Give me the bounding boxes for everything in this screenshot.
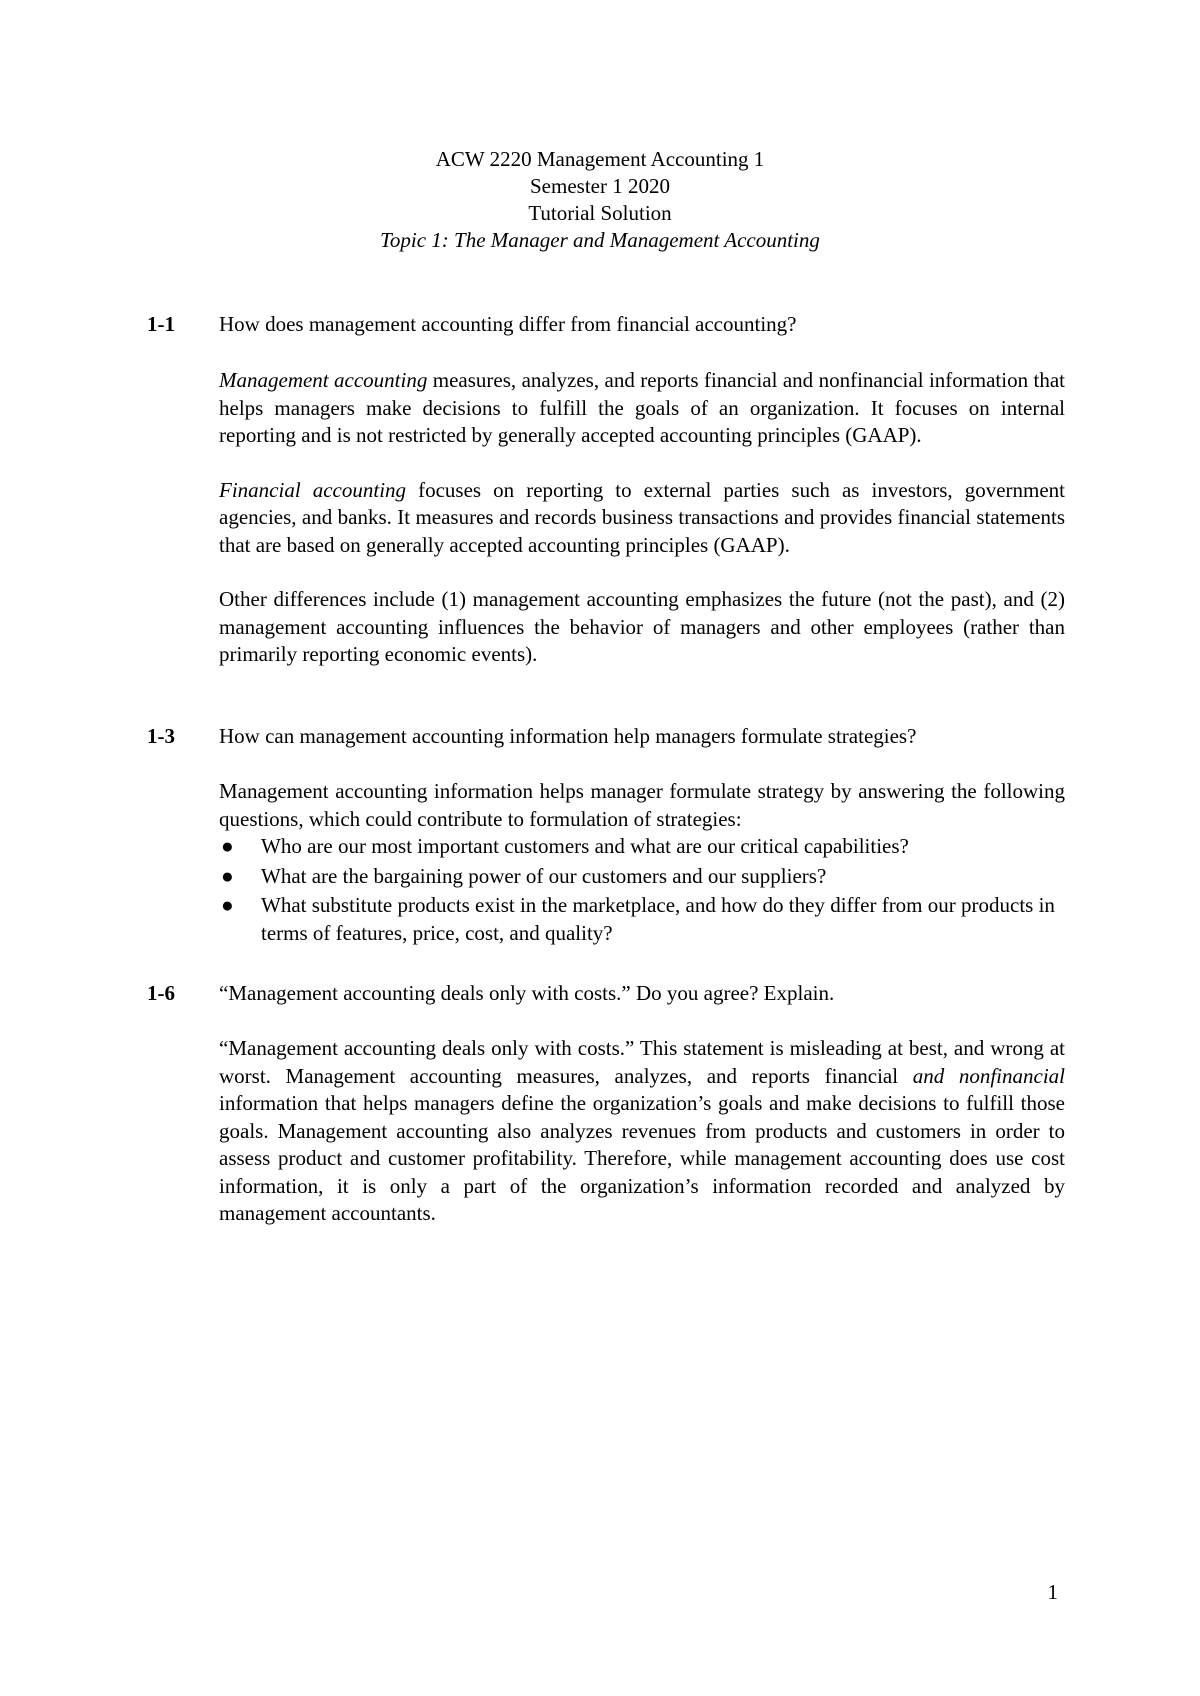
emphasis-nonfinancial: and nonfinancial bbox=[912, 1063, 1065, 1088]
question-1-3 bbox=[147, 723, 1067, 750]
question-number: 1-1 bbox=[147, 312, 175, 336]
question-number: 1-6 bbox=[147, 981, 175, 1005]
bullet-list bbox=[219, 833, 1065, 947]
question-number: 1-3 bbox=[147, 724, 175, 748]
answer-intro: Management accounting information helps manager formulate strategy by answering the following questions, which could contribute to formulation of strategies: bbox=[219, 779, 1065, 831]
answer-1-3 bbox=[219, 778, 1065, 949]
answer-paragraph: “Management accounting deals only with costs.” This statement is misleading at best, and wrong at worst. Management accounting measures, analyzes, and reports financial and nonfinancial information that helps managers define the organization’s goals and make decisions to fulfill those goals. Management accounting also analyzes revenues from products and customers in order to assess product and customer profitability. Therefore, while management accounting does use cost information, it is only a part of the organization’s information recorded and analyzed by management accountants. bbox=[219, 1036, 1065, 1225]
list-item: ● What substitute products exist in the marketplace, and how do they differ from our products in terms of features, price, cost, and quality? bbox=[221, 893, 1055, 945]
answer-paragraph bbox=[219, 477, 1065, 560]
question-1-1 bbox=[147, 311, 1067, 338]
topic-title: Topic 1: The Manager and Management Accounting bbox=[380, 228, 820, 252]
semester-label: Semester 1 2020 bbox=[530, 174, 670, 198]
list-item: ● Who are our most important customers and what are our critical capabilities? bbox=[219, 833, 1065, 861]
question-text: How can management accounting information help managers formulate strategies? bbox=[219, 724, 917, 748]
paragraph-text: measures, analyzes, and reports financial and nonfinancial information that helps managers make decisions to fulfill the goals of an organization. It focuses on internal reporting and is not restricted by generally accepted accounting principles (GAAP). bbox=[219, 368, 1065, 447]
answer-1-1 bbox=[219, 367, 1065, 696]
list-item: ● What are the bargaining power of our customers and our suppliers? bbox=[219, 863, 1065, 891]
bullet-icon: ● bbox=[221, 834, 234, 858]
document-header bbox=[0, 146, 1200, 254]
paragraph-text: Other differences include (1) management accounting emphasizes the future (not the past), and (2) management accounting influences the behavior of managers and other employees (rather than primarily reporting economic events). bbox=[219, 587, 1065, 666]
bullet-icon: ● bbox=[221, 893, 234, 917]
page-number: 1 bbox=[1047, 1580, 1058, 1604]
answer-1-6 bbox=[219, 1035, 1065, 1255]
document-type: Tutorial Solution bbox=[528, 201, 672, 225]
bullet-icon: ● bbox=[221, 863, 234, 888]
question-1-6 bbox=[147, 980, 1067, 1007]
question-text: How does management accounting differ from financial accounting? bbox=[219, 312, 797, 336]
answer-paragraph bbox=[219, 367, 1065, 450]
paragraph-text: focuses on reporting to external parties such as investors, government agencies, and banks. It measures and records business transactions and provides financial statements that are based on generally accepted accounting principles (GAAP). bbox=[219, 477, 1066, 557]
course-title: ACW 2220 Management Accounting 1 bbox=[435, 147, 765, 171]
question-text: “Management accounting deals only with costs.” Do you agree? Explain. bbox=[219, 981, 835, 1005]
term-management-accounting: Management accounting bbox=[219, 368, 428, 392]
term-financial-accounting: Financial accounting bbox=[219, 477, 407, 502]
answer-paragraph bbox=[219, 586, 1065, 669]
